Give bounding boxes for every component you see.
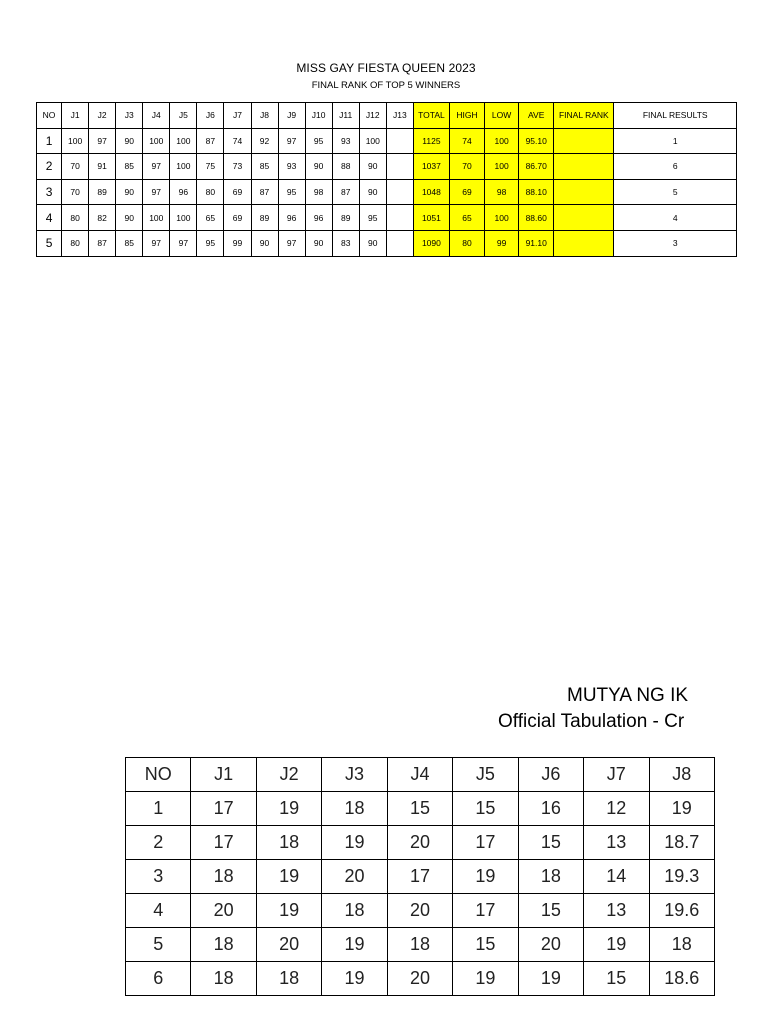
table-cell: 18 bbox=[322, 894, 387, 928]
column-header: J4 bbox=[387, 758, 452, 792]
table-cell: 18 bbox=[387, 928, 452, 962]
table-header-row bbox=[126, 758, 715, 792]
table-cell: 90 bbox=[305, 154, 332, 180]
table-cell bbox=[554, 154, 614, 180]
table-cell: 95 bbox=[197, 230, 224, 256]
table-cell: 99 bbox=[224, 230, 251, 256]
table-cell: 95.10 bbox=[519, 128, 554, 154]
table-cell: 12 bbox=[584, 792, 649, 826]
table-cell bbox=[386, 179, 413, 205]
table-cell bbox=[386, 230, 413, 256]
table-cell: 19 bbox=[453, 962, 518, 996]
column-header: J3 bbox=[322, 758, 387, 792]
table-header-row bbox=[37, 103, 737, 129]
table-cell: 20 bbox=[387, 962, 452, 996]
table-cell: 18 bbox=[256, 962, 321, 996]
table-cell: 97 bbox=[89, 128, 116, 154]
table-cell: 18 bbox=[322, 792, 387, 826]
table-cell: 65 bbox=[449, 205, 484, 231]
table-cell: 96 bbox=[305, 205, 332, 231]
table-cell: 1 bbox=[37, 128, 62, 154]
column-header: J6 bbox=[197, 103, 224, 129]
table-cell: 19 bbox=[256, 860, 321, 894]
table-cell: 5 bbox=[614, 179, 737, 205]
table-cell: 19 bbox=[256, 894, 321, 928]
table-cell bbox=[386, 128, 413, 154]
table-cell: 19 bbox=[453, 860, 518, 894]
column-header: J5 bbox=[170, 103, 197, 129]
table-cell: 87 bbox=[251, 179, 278, 205]
column-header: NO bbox=[126, 758, 191, 792]
column-header: J1 bbox=[62, 103, 89, 129]
table-cell: 14 bbox=[584, 860, 649, 894]
table-cell: 87 bbox=[197, 128, 224, 154]
table-cell bbox=[554, 128, 614, 154]
column-header: J13 bbox=[386, 103, 413, 129]
table-cell: 85 bbox=[251, 154, 278, 180]
column-header: FINAL RANK bbox=[554, 103, 614, 129]
sheet2-title: MUTYA NG IK bbox=[567, 685, 689, 706]
table-cell bbox=[554, 230, 614, 256]
column-header: J2 bbox=[89, 103, 116, 129]
table-row bbox=[37, 205, 737, 231]
sheet1-subtitle: FINAL RANK OF TOP 5 WINNERS bbox=[311, 80, 461, 91]
column-header: HIGH bbox=[449, 103, 484, 129]
table-cell: 17 bbox=[191, 792, 256, 826]
column-header: J11 bbox=[332, 103, 359, 129]
table-cell: 80 bbox=[197, 179, 224, 205]
column-header: AVE bbox=[519, 103, 554, 129]
table-cell: 1125 bbox=[413, 128, 449, 154]
table-cell: 1048 bbox=[413, 179, 449, 205]
table-cell bbox=[554, 205, 614, 231]
table-cell: 5 bbox=[37, 230, 62, 256]
tabulation-table-viewport bbox=[125, 757, 700, 1002]
table-cell: 100 bbox=[485, 128, 519, 154]
table-cell: 19 bbox=[518, 962, 583, 996]
table-cell: 100 bbox=[359, 128, 386, 154]
table-cell: 17 bbox=[191, 826, 256, 860]
table-cell: 97 bbox=[170, 230, 197, 256]
column-header: FINAL RESULTS bbox=[614, 103, 737, 129]
final-rank-table bbox=[36, 102, 737, 257]
table-cell: 17 bbox=[453, 826, 518, 860]
table-cell: 96 bbox=[278, 205, 305, 231]
column-header: J10 bbox=[305, 103, 332, 129]
table-cell: 70 bbox=[62, 179, 89, 205]
table-cell: 4 bbox=[126, 894, 191, 928]
table-cell: 18 bbox=[518, 860, 583, 894]
table-cell: 13 bbox=[584, 894, 649, 928]
table-cell: 16 bbox=[518, 792, 583, 826]
table-cell: 85 bbox=[116, 154, 143, 180]
table-cell: 90 bbox=[359, 154, 386, 180]
table-cell: 6 bbox=[614, 154, 737, 180]
table-cell: 1037 bbox=[413, 154, 449, 180]
table-cell: 99 bbox=[485, 230, 519, 256]
table-cell: 90 bbox=[359, 179, 386, 205]
column-header: J2 bbox=[256, 758, 321, 792]
table-cell: 97 bbox=[143, 154, 170, 180]
table-cell: 96 bbox=[170, 179, 197, 205]
table-cell: 95 bbox=[359, 205, 386, 231]
table-cell: 100 bbox=[62, 128, 89, 154]
table-cell: 74 bbox=[224, 128, 251, 154]
sheet1-title: MISS GAY FIESTA QUEEN 2023 bbox=[296, 61, 476, 75]
table-cell: 70 bbox=[62, 154, 89, 180]
table-cell bbox=[554, 179, 614, 205]
table-cell: 20 bbox=[518, 928, 583, 962]
table-cell: 19 bbox=[256, 792, 321, 826]
tabulation-table bbox=[125, 757, 715, 996]
table-cell: 74 bbox=[449, 128, 484, 154]
table-cell: 90 bbox=[116, 128, 143, 154]
column-header: J7 bbox=[584, 758, 649, 792]
table-cell: 70 bbox=[449, 154, 484, 180]
column-header: J1 bbox=[191, 758, 256, 792]
table-cell: 19 bbox=[584, 928, 649, 962]
table-row bbox=[126, 962, 715, 996]
table-cell: 98 bbox=[305, 179, 332, 205]
table-cell: 1 bbox=[614, 128, 737, 154]
table-cell: 90 bbox=[305, 230, 332, 256]
table-cell: 15 bbox=[387, 792, 452, 826]
table-row bbox=[126, 928, 715, 962]
table-row bbox=[126, 826, 715, 860]
table-cell: 3 bbox=[614, 230, 737, 256]
table-cell: 90 bbox=[251, 230, 278, 256]
sheet2-subtitle: Official Tabulation - Cr bbox=[498, 711, 685, 732]
table-cell: 91.10 bbox=[519, 230, 554, 256]
table-cell: 100 bbox=[485, 154, 519, 180]
table-cell: 80 bbox=[449, 230, 484, 256]
table-cell: 20 bbox=[191, 894, 256, 928]
table-cell: 87 bbox=[89, 230, 116, 256]
column-header: NO bbox=[37, 103, 62, 129]
column-header: J3 bbox=[116, 103, 143, 129]
table-cell: 4 bbox=[37, 205, 62, 231]
table-cell: 3 bbox=[37, 179, 62, 205]
column-header: TOTAL bbox=[413, 103, 449, 129]
table-cell: 86.70 bbox=[519, 154, 554, 180]
column-header: LOW bbox=[485, 103, 519, 129]
table-cell: 19 bbox=[649, 792, 715, 826]
table-cell: 100 bbox=[170, 128, 197, 154]
table-cell: 83 bbox=[332, 230, 359, 256]
table-row bbox=[37, 128, 737, 154]
table-cell: 90 bbox=[359, 230, 386, 256]
table-cell: 100 bbox=[170, 205, 197, 231]
table-cell: 19.6 bbox=[649, 894, 715, 928]
table-cell: 98 bbox=[485, 179, 519, 205]
table-cell: 19 bbox=[322, 826, 387, 860]
table-cell: 93 bbox=[332, 128, 359, 154]
table-cell: 90 bbox=[116, 179, 143, 205]
table-cell: 80 bbox=[62, 230, 89, 256]
table-cell: 5 bbox=[126, 928, 191, 962]
table-cell: 95 bbox=[278, 179, 305, 205]
table-cell: 90 bbox=[116, 205, 143, 231]
table-cell: 73 bbox=[224, 154, 251, 180]
table-cell: 15 bbox=[518, 894, 583, 928]
table-cell: 2 bbox=[37, 154, 62, 180]
table-cell: 1051 bbox=[413, 205, 449, 231]
table-cell: 85 bbox=[116, 230, 143, 256]
table-cell: 65 bbox=[197, 205, 224, 231]
table-row bbox=[37, 154, 737, 180]
table-cell bbox=[386, 154, 413, 180]
table-cell: 20 bbox=[387, 826, 452, 860]
table-cell: 1090 bbox=[413, 230, 449, 256]
table-cell: 18 bbox=[191, 928, 256, 962]
table-cell: 97 bbox=[278, 230, 305, 256]
table-cell: 18 bbox=[649, 928, 715, 962]
table-cell: 80 bbox=[62, 205, 89, 231]
column-header: J7 bbox=[224, 103, 251, 129]
table-cell: 97 bbox=[143, 230, 170, 256]
table-row bbox=[126, 894, 715, 928]
table-cell: 18 bbox=[191, 860, 256, 894]
table-cell: 13 bbox=[584, 826, 649, 860]
table-cell: 88 bbox=[332, 154, 359, 180]
table-cell: 75 bbox=[197, 154, 224, 180]
column-header: J4 bbox=[143, 103, 170, 129]
table-cell: 93 bbox=[278, 154, 305, 180]
table-cell: 100 bbox=[143, 205, 170, 231]
table-cell: 6 bbox=[126, 962, 191, 996]
table-cell: 89 bbox=[332, 205, 359, 231]
table-cell: 1 bbox=[126, 792, 191, 826]
column-header: J5 bbox=[453, 758, 518, 792]
column-header: J6 bbox=[518, 758, 583, 792]
table-row bbox=[37, 179, 737, 205]
table-cell: 89 bbox=[89, 179, 116, 205]
table-cell: 92 bbox=[251, 128, 278, 154]
table-cell: 69 bbox=[449, 179, 484, 205]
table-cell: 100 bbox=[143, 128, 170, 154]
table-cell: 20 bbox=[256, 928, 321, 962]
table-cell: 82 bbox=[89, 205, 116, 231]
table-cell: 15 bbox=[453, 928, 518, 962]
table-cell: 15 bbox=[518, 826, 583, 860]
table-cell: 89 bbox=[251, 205, 278, 231]
table-cell: 95 bbox=[305, 128, 332, 154]
table-cell: 15 bbox=[584, 962, 649, 996]
table-row bbox=[126, 792, 715, 826]
table-cell: 18.6 bbox=[649, 962, 715, 996]
table-cell: 100 bbox=[170, 154, 197, 180]
table-cell: 17 bbox=[453, 894, 518, 928]
table-cell: 4 bbox=[614, 205, 737, 231]
table-cell: 88.10 bbox=[519, 179, 554, 205]
table-cell: 97 bbox=[278, 128, 305, 154]
table-cell: 91 bbox=[89, 154, 116, 180]
table-cell: 2 bbox=[126, 826, 191, 860]
column-header: J8 bbox=[251, 103, 278, 129]
table-cell: 3 bbox=[126, 860, 191, 894]
table-cell bbox=[386, 205, 413, 231]
table-cell: 19 bbox=[322, 962, 387, 996]
table-cell: 19 bbox=[322, 928, 387, 962]
column-header: J9 bbox=[278, 103, 305, 129]
table-cell: 17 bbox=[387, 860, 452, 894]
table-cell: 18.7 bbox=[649, 826, 715, 860]
table-cell: 97 bbox=[143, 179, 170, 205]
column-header: J8 bbox=[649, 758, 715, 792]
table-cell: 20 bbox=[322, 860, 387, 894]
table-cell: 69 bbox=[224, 179, 251, 205]
table-cell: 18 bbox=[191, 962, 256, 996]
table-row bbox=[37, 230, 737, 256]
table-row bbox=[126, 860, 715, 894]
table-cell: 15 bbox=[453, 792, 518, 826]
column-header: J12 bbox=[359, 103, 386, 129]
table-cell: 20 bbox=[387, 894, 452, 928]
table-cell: 100 bbox=[485, 205, 519, 231]
table-cell: 69 bbox=[224, 205, 251, 231]
table-cell: 87 bbox=[332, 179, 359, 205]
table-cell: 88.60 bbox=[519, 205, 554, 231]
table-cell: 19.3 bbox=[649, 860, 715, 894]
table-cell: 18 bbox=[256, 826, 321, 860]
